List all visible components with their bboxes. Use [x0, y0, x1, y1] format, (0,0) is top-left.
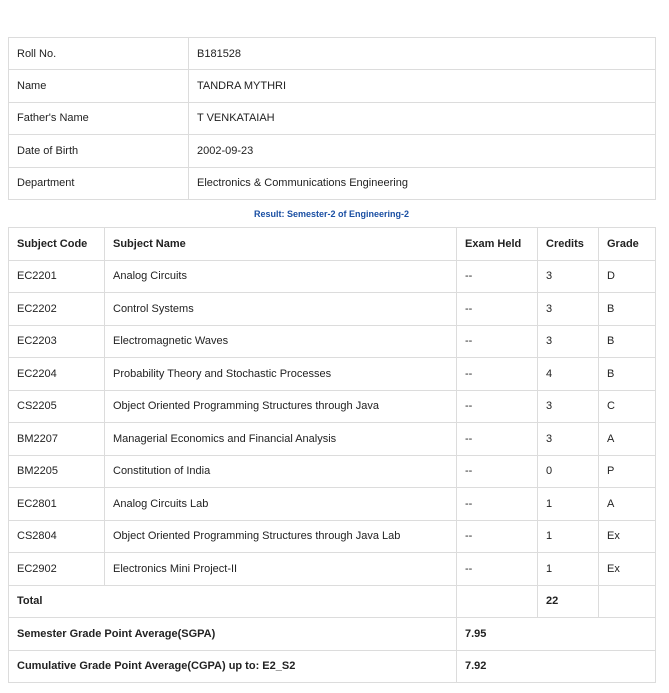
credits: 3: [538, 423, 599, 456]
table-row: [9, 488, 656, 521]
student-field-value: 2002-09-23: [189, 135, 656, 167]
student-row-name: [9, 70, 656, 102]
total-label: Total: [9, 585, 457, 618]
subject-name: Analog Circuits: [105, 260, 457, 293]
subject-code: EC2203: [9, 325, 105, 358]
student-field-label: Name: [9, 70, 189, 102]
exam-held: --: [457, 553, 538, 586]
exam-held: --: [457, 488, 538, 521]
table-row: [9, 358, 656, 391]
grade: C: [599, 390, 656, 423]
grade: B: [599, 358, 656, 391]
exam-held: --: [457, 390, 538, 423]
exam-held: --: [457, 293, 538, 326]
credits: 1: [538, 520, 599, 553]
exam-held: --: [457, 455, 538, 488]
total-row: [9, 585, 656, 618]
subject-code: EC2202: [9, 293, 105, 326]
student-field-label: Roll No.: [9, 38, 189, 70]
subject-code: EC2902: [9, 553, 105, 586]
credits: 0: [538, 455, 599, 488]
table-row: [9, 260, 656, 293]
table-row: [9, 520, 656, 553]
subject-name: Electromagnetic Waves: [105, 325, 457, 358]
header-credits: Credits: [538, 228, 599, 261]
marks-table: [8, 227, 656, 683]
student-row-roll-no: [9, 38, 656, 70]
student-field-value: T VENKATAIAH: [189, 102, 656, 134]
table-row: [9, 293, 656, 326]
credits: 1: [538, 488, 599, 521]
credits: 1: [538, 553, 599, 586]
student-field-value: Electronics & Communications Engineering: [189, 167, 656, 199]
table-row: [9, 553, 656, 586]
exam-held: --: [457, 325, 538, 358]
subject-code: BM2207: [9, 423, 105, 456]
total-grade: [599, 585, 656, 618]
grade: B: [599, 293, 656, 326]
grade: D: [599, 260, 656, 293]
student-row-department: [9, 167, 656, 199]
table-row: [9, 325, 656, 358]
subject-name: Constitution of India: [105, 455, 457, 488]
exam-held: --: [457, 423, 538, 456]
student-info-table: [8, 37, 656, 200]
credits: 3: [538, 260, 599, 293]
credits: 4: [538, 358, 599, 391]
subject-name: Object Oriented Programming Structures through Java Lab: [105, 520, 457, 553]
subject-code: CS2804: [9, 520, 105, 553]
exam-held: --: [457, 358, 538, 391]
sgpa-row: [9, 618, 656, 651]
subject-code: BM2205: [9, 455, 105, 488]
student-field-label: Date of Birth: [9, 135, 189, 167]
subject-code: EC2201: [9, 260, 105, 293]
credits: 3: [538, 293, 599, 326]
header-grade: Grade: [599, 228, 656, 261]
marks-header-row: [9, 228, 656, 261]
sgpa-value: 7.95: [457, 618, 656, 651]
table-row: [9, 390, 656, 423]
credits: 3: [538, 325, 599, 358]
subject-code: EC2204: [9, 358, 105, 391]
cgpa-value: 7.92: [457, 650, 656, 683]
total-exam-held: [457, 585, 538, 618]
grade: Ex: [599, 553, 656, 586]
student-row-father-name: [9, 102, 656, 134]
student-row-date-of-birth: [9, 135, 656, 167]
subject-name: Control Systems: [105, 293, 457, 326]
cgpa-label: Cumulative Grade Point Average(CGPA) up to: E2_S2: [9, 650, 457, 683]
grade: P: [599, 455, 656, 488]
header-subject-name: Subject Name: [105, 228, 457, 261]
header-exam-held: Exam Held: [457, 228, 538, 261]
credits: 3: [538, 390, 599, 423]
student-field-value: B181528: [189, 38, 656, 70]
grade: Ex: [599, 520, 656, 553]
student-field-label: Department: [9, 167, 189, 199]
cgpa-row: [9, 650, 656, 683]
subject-code: EC2801: [9, 488, 105, 521]
student-field-label: Father's Name: [9, 102, 189, 134]
subject-code: CS2205: [9, 390, 105, 423]
table-row: [9, 455, 656, 488]
table-row: [9, 423, 656, 456]
subject-name: Electronics Mini Project-II: [105, 553, 457, 586]
grade: A: [599, 423, 656, 456]
sgpa-label: Semester Grade Point Average(SGPA): [9, 618, 457, 651]
subject-name: Probability Theory and Stochastic Processes: [105, 358, 457, 391]
exam-held: --: [457, 520, 538, 553]
subject-name: Object Oriented Programming Structures through Java: [105, 390, 457, 423]
total-credits: 22: [538, 585, 599, 618]
header-subject-code: Subject Code: [9, 228, 105, 261]
grade: B: [599, 325, 656, 358]
grade: A: [599, 488, 656, 521]
subject-name: Managerial Economics and Financial Analysis: [105, 423, 457, 456]
subject-name: Analog Circuits Lab: [105, 488, 457, 521]
student-field-value: TANDRA MYTHRI: [189, 70, 656, 102]
result-title: Result: Semester-2 of Engineering-2: [253, 209, 410, 219]
exam-held: --: [457, 260, 538, 293]
